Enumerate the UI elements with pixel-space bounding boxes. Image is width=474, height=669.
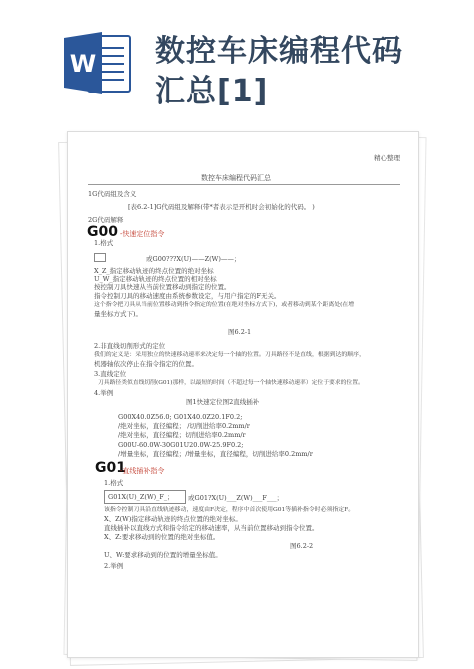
g00-line-6: 量坐标方式下)。 — [94, 310, 143, 318]
g00-line-8: 机器轴依次停止在指令指定的位置。 — [94, 360, 198, 368]
header-banner — [0, 0, 474, 108]
g01-line-3: 直线插补以直线方式和指令给定的移动速率，从当前位置移动到指令位置。 — [104, 524, 319, 532]
g00-line-5: 这个指令把刀具从当前位置移动到指令指定的位置(在绝对坐标方式下)，或者移动到某个距离处(在增 — [94, 302, 355, 308]
g01-subheading-2: 2.举例 — [104, 562, 124, 570]
g00-line-1: X_Z_指定移动轨迹的终点位置的绝对坐标 — [94, 267, 214, 275]
g01-format-box-text: G01X(U)_Z(W)_F_； — [108, 493, 174, 501]
g01-format-heading: 1.格式 — [104, 479, 124, 487]
g01-note: -直线插补指令 — [120, 467, 165, 475]
g00-line-9: 刀具路径类似直线切削(G01)那样，以最短的时间（不超过每一个轴快速移动速率）定位于要求的位置。 — [98, 380, 364, 386]
g01-line-1: 该指令控制刀具沿直线轨迹移动，速度由F决定，程序中首次使用G01等插补指令时必须指定F。 — [104, 507, 355, 513]
title-rule — [88, 184, 400, 185]
g00-format: 或G00???X(U)——Z(W)——； — [146, 255, 241, 263]
word-icon-letter: W — [69, 50, 97, 78]
table-caption: [表6.2-1]G代码组及解释(带*者表示是开机时会初始化的代码。 ) — [128, 203, 315, 211]
top-right-label: 精心整理 — [374, 154, 400, 162]
document-page — [67, 131, 419, 658]
g01-line-5: U、W:要求移动到的位置的增量坐标值。 — [104, 551, 222, 559]
code-line-3b: /增量坐标，直径编程；/增量坐标，直径编程，切削进给率0.2mm/r — [118, 450, 313, 458]
section-2-heading: 2G代码解释 — [88, 216, 124, 224]
g01-line-4: X、Z:要求移动到的位置的绝对坐标值。 — [104, 533, 220, 541]
figure-1-2-caption: 图1快速定位图2直线插补 — [186, 398, 260, 406]
code-line-2: /绝对坐标，直径编程；切削进给率0.2mm/r — [118, 431, 246, 439]
g01-line-2: X、Z(W)指定移动轨迹的终点位置的绝对坐标。 — [104, 515, 242, 523]
g01-format: 或G01?X(U)___Z(W)___F___； — [188, 494, 284, 502]
code-line-1b: /绝对坐标，直径编程； /切削进给率0.2mm/r — [118, 422, 250, 430]
code-line-3: G00U-60.0W-30G01U20.0W-25.9F0.2; — [118, 441, 244, 449]
figure-6-2-1-caption: 图6.2-1 — [228, 328, 252, 336]
g00-heading: G00 — [87, 224, 118, 240]
g01-format-box — [104, 490, 186, 504]
doc-title: 数控车床编程代码汇总 — [201, 174, 271, 182]
g00-line-4: 指令控制刀具的移动速度由系统参数设定，与用户指定的F无关。 — [94, 292, 281, 300]
page-title-line2: 汇总[1] — [155, 74, 269, 109]
code-line-1: G00X40.0Z56.0; G01X40.0Z20.1F0.2; — [118, 413, 243, 421]
g00-line-3: 按控制刀具快速从当前位置移动到指定的位置。 — [94, 283, 231, 291]
g00-line-2: U_W_指定移动轨迹的终点位置的相对坐标 — [94, 275, 217, 283]
section-1-heading: 1G代码组及含义 — [88, 190, 137, 198]
g00-format-box — [94, 253, 106, 262]
g00-format-heading: 1.格式 — [94, 239, 114, 247]
g00-subheading-2: 2.非直线切削形式的定位 — [94, 342, 166, 350]
page-title-line1: 数控车床编程代码 — [155, 34, 403, 69]
g00-subheading-4: 4.举例 — [94, 389, 114, 397]
g00-subheading-3: 3.直线定位 — [94, 370, 127, 378]
word-document-icon — [62, 28, 134, 98]
figure-6-2-2-caption: 图6.2-2 — [290, 542, 314, 550]
g00-note: -快速定位指令 — [120, 230, 165, 238]
g01-heading: G01 — [95, 460, 126, 476]
g00-line-7: 我们的定义是：采用独立的快速移动速率来决定每一个轴的位置。刀具路径不是直线，根据到达的顺序， — [94, 352, 365, 358]
